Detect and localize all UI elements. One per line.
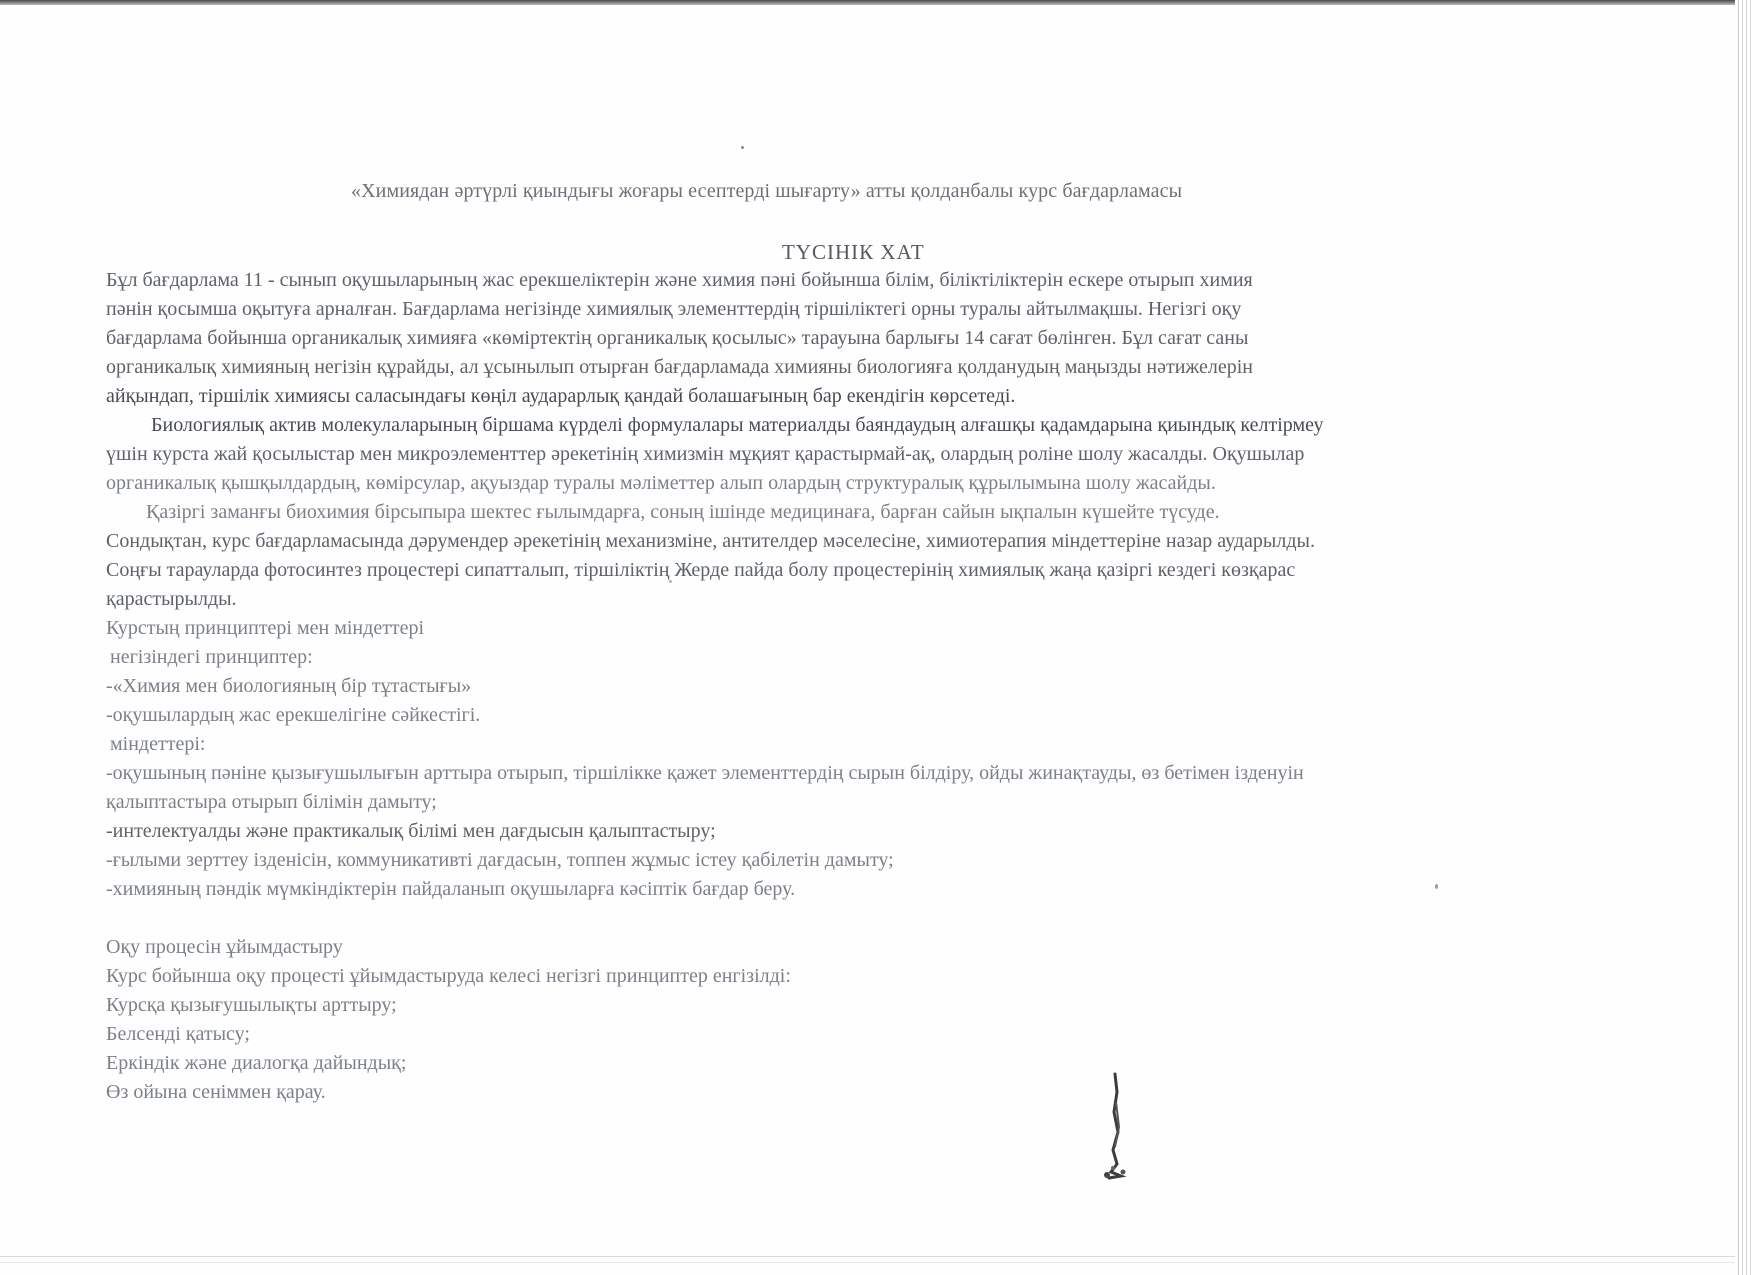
process-item: Өз ойына сеніммен қарау.: [106, 1081, 326, 1103]
task-item: -интелектуалды және практикалық білімі мен дағдысын қалыптастыру;: [106, 820, 716, 842]
paragraph-2-line: Биологиялық актив молекулаларының біршама күрделі формулалары материалды баяндаудың алғашқы қадамдарына қиындық келтірмеу: [151, 414, 1324, 436]
process-item: Белсенді қатысу;: [106, 1023, 250, 1045]
paragraph-1-line: органикалық химияның негізін құрайды, ал ұсынылып отырған бағдарламада химияны биологияға қолданудың маңызды нәтижелерін: [106, 356, 1253, 378]
task-item: -оқушының пәніне қызығушылығын арттыра отырып, тіршілікке қажет элементтердің сырын білдіру, ойды жинақтауды, өз бетімен ізденуін: [106, 762, 1304, 784]
blank-line: [106, 904, 1626, 933]
paragraph-1-line: Бұл бағдарлама 11 - сынып оқушыларының жас ерекшеліктерін және химия пәні бойынша білім, біліктіліктерін ескере отырып химия: [106, 269, 1253, 291]
paragraph-3-line: қарастырылды.: [106, 588, 237, 610]
paragraph-1-line: айқындап, тіршілік химиясы саласындағы көңіл аударарлық қандай болашағының бар екендігін көрсетеді.: [106, 385, 1016, 407]
document-body: [106, 266, 1626, 1107]
tasks-title: міндеттері:: [110, 733, 206, 755]
paragraph-1-line: бағдарлама бойынша органикалық химияға «көміртектің органикалық қосылыс» тарауына барлығы 14 сағат бөлінген. Бұл сағат саны: [106, 327, 1249, 349]
paragraph-3-line: Қазіргі заманғы биохимия бірсыпыра шектес ғылымдарға, соның ішінде медицинаға, барған сайын ықпалын күшейте түсуде.: [146, 501, 1220, 523]
principle-item: -оқушылардың жас ерекшелігіне сәйкестігі.: [106, 704, 481, 726]
process-title: Оқу процесін ұйымдастыру: [106, 936, 343, 958]
paper-edge-bottom: [0, 1256, 1735, 1257]
process-intro: Курс бойынша оқу процесті ұйымдастыруда келесі негізгі принциптер енгізілді:: [106, 965, 791, 987]
paper-edge-bottom-2: [0, 1262, 1735, 1263]
task-item-continued: қалыптастыра отырып білімін дамыту;: [106, 791, 437, 813]
paragraph-3-line: Сондықтан, курс бағдарламасында дәрумендер әрекетінің механизміне, антителдер мәселесіне, химиотерапия міндеттеріне назар аударылды.: [106, 530, 1315, 552]
handwritten-signature-mark: [1095, 1072, 1135, 1182]
task-item: -ғылыми зерттеу ізденісін, коммуникативті дағдасын, топпен жұмыс істеу қабілетін дамыту;: [106, 849, 894, 871]
process-item: Курсқа қызығушылықты арттыру;: [106, 994, 397, 1016]
task-item: -химияның пәндік мүмкіндіктерін пайдаланып оқушыларға кәсіптік бағдар беру.: [106, 878, 796, 900]
document-heading: ТҮСІНІК ХАТ: [782, 240, 925, 264]
paragraph-3-line: Соңғы тарауларда фотосинтез процестері сипатталып, тіршіліктің Жерде пайда болу процестерінің химиялық жаңа қазіргі кездегі көзқарас: [106, 559, 1296, 581]
course-subtitle: «Химиядан әртүрлі қиындығы жоғары есептерді шығарту» атты қолданбалы курс бағдарламасы: [351, 180, 1183, 202]
principles-title: Курстың принциптері мен міндеттері: [106, 617, 425, 639]
paper-edge-line: [1738, 0, 1739, 1275]
process-item: Еркіндік және диалогқа дайындық;: [106, 1052, 407, 1074]
principles-subtitle: негізіндегі принциптер:: [110, 646, 313, 668]
paragraph-2-line: органикалық қышқылдардың, көмірсулар, ақуыздар туралы мәліметтер алып олардың структуралық құрылымына шолу жасайды.: [106, 472, 1216, 494]
paragraph-2-line: үшін курста жай қосылыстар мен микроэлементтер әрекетінің химизмін мұқият қарастырмай-ақ, олардың роліне шолу жасалды. Оқушылар: [106, 443, 1305, 465]
paragraph-1-line: пәнін қосымша оқытуға арналған. Бағдарлама негізінде химиялық элементтердің тіршіліктегі орны туралы айтылмақшы. Негізгі оқу: [106, 298, 1242, 320]
scanner-edge-top: [0, 0, 1753, 5]
principle-item: -«Химия мен биологияның бір тұтастығы»: [106, 675, 472, 697]
scan-speck: [741, 146, 744, 149]
